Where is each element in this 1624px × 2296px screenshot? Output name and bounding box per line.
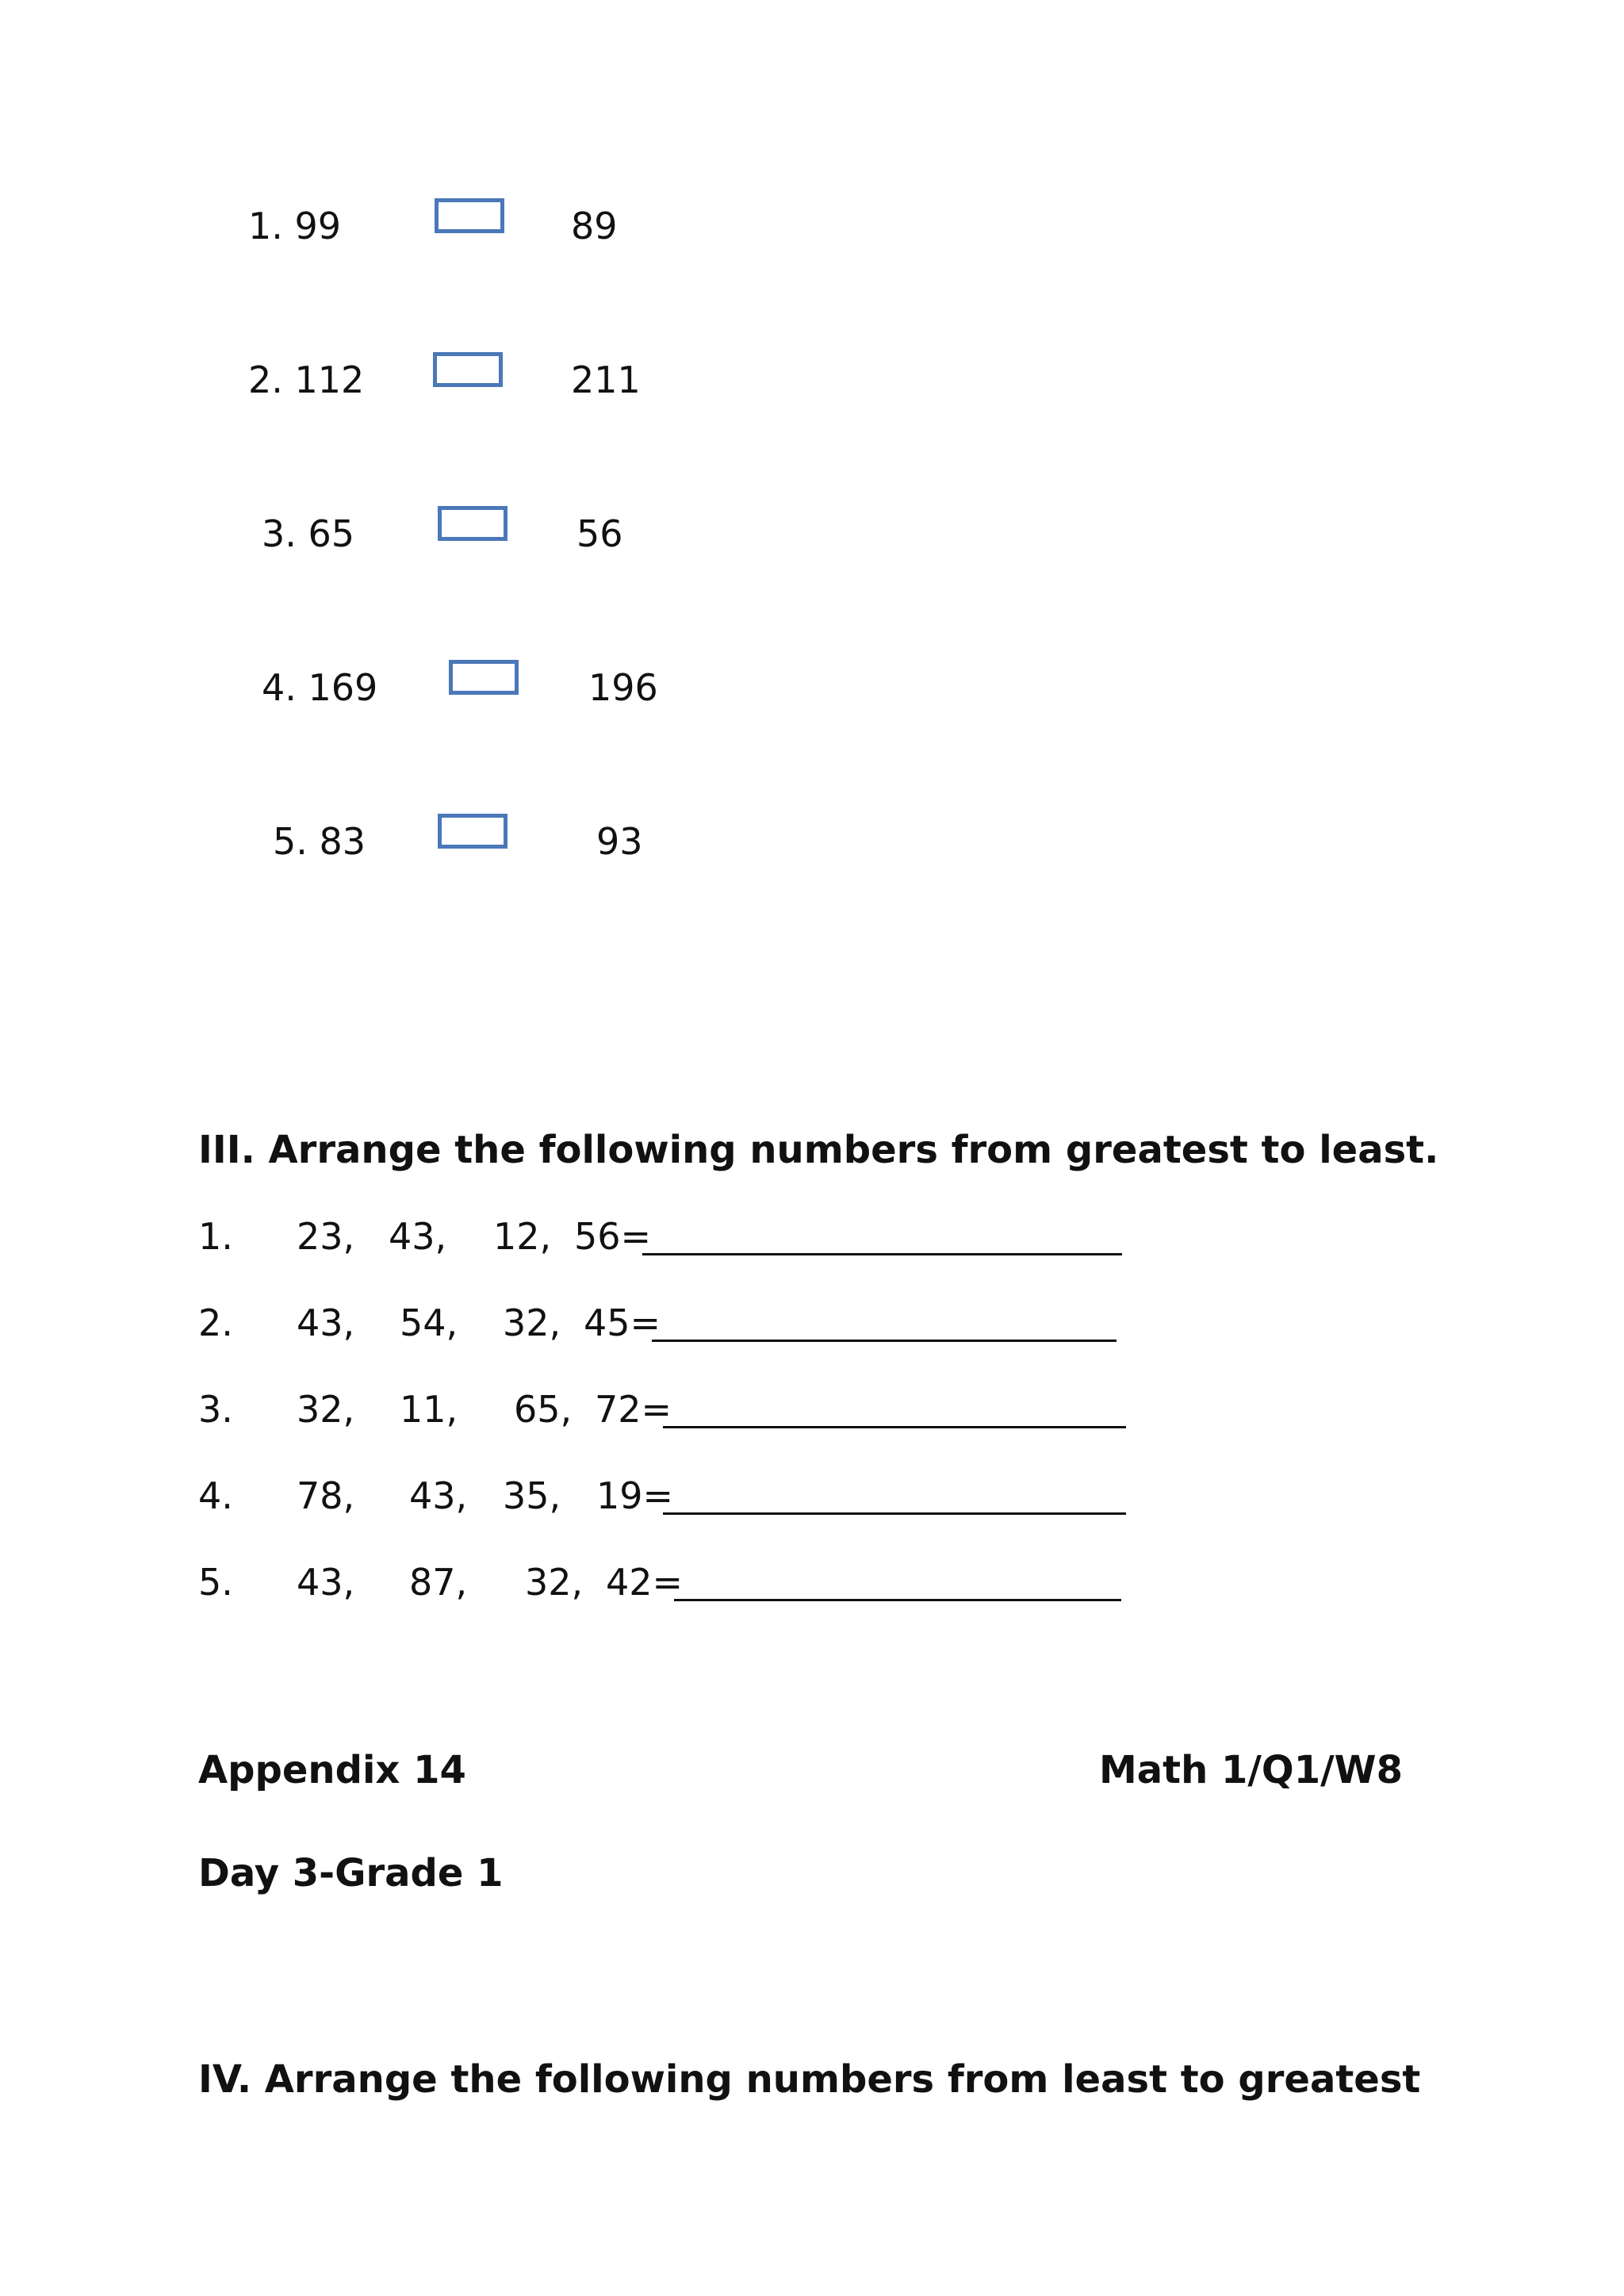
compare-item-5-right: 93 — [596, 820, 643, 863]
course-code: Math 1/Q1/W8 — [1099, 1748, 1403, 1792]
arrange-item-1-value-d: 56= — [574, 1215, 652, 1258]
arrange-item-2-value-d: 45= — [584, 1301, 661, 1344]
arrange-item-4-number: 4. — [198, 1474, 233, 1517]
answer-box-5[interactable] — [438, 814, 508, 849]
arrange-item-4-value-d: 19= — [596, 1474, 674, 1517]
arrange-item-2-number: 2. — [198, 1301, 233, 1344]
answer-box-4[interactable] — [449, 660, 519, 695]
answer-line-4[interactable] — [663, 1512, 1126, 1515]
compare-item-2-left: 2. 112 — [248, 358, 365, 401]
arrange-item-1-value-c: 12, — [493, 1215, 552, 1258]
arrange-item-3-value-b: 11, — [400, 1388, 458, 1431]
arrange-item-5-value-d: 42= — [606, 1561, 684, 1604]
arrange-item-4-value-a: 78, — [297, 1474, 355, 1517]
arrange-item-4-value-c: 35, — [503, 1474, 561, 1517]
answer-line-3[interactable] — [663, 1426, 1126, 1428]
compare-item-3-right: 56 — [576, 512, 623, 555]
answer-line-5[interactable] — [674, 1599, 1121, 1601]
arrange-item-2-value-a: 43, — [297, 1301, 355, 1344]
answer-line-1[interactable] — [642, 1253, 1122, 1255]
answer-box-3[interactable] — [438, 506, 508, 541]
arrange-item-3-value-c: 65, — [514, 1388, 573, 1431]
arrange-item-3-value-a: 32, — [297, 1388, 355, 1431]
compare-item-5-left: 5. 83 — [273, 820, 366, 863]
arrange-item-3-value-d: 72= — [595, 1388, 672, 1431]
arrange-item-5-value-a: 43, — [297, 1561, 355, 1604]
answer-line-2[interactable] — [652, 1340, 1116, 1342]
day-grade-label: Day 3-Grade 1 — [198, 1851, 504, 1895]
arrange-item-2-value-b: 54, — [400, 1301, 458, 1344]
compare-item-3-left: 3. 65 — [262, 512, 355, 555]
answer-box-2[interactable] — [433, 352, 503, 387]
arrange-item-5-value-b: 87, — [409, 1561, 468, 1604]
answer-box-1[interactable] — [435, 198, 504, 233]
compare-item-4-right: 196 — [588, 666, 658, 709]
arrange-item-2-value-c: 32, — [503, 1301, 561, 1344]
section-iv-title: IV. Arrange the following numbers from least to greatest — [198, 2057, 1421, 2102]
arrange-item-1-value-b: 43, — [389, 1215, 447, 1258]
arrange-item-3-number: 3. — [198, 1388, 233, 1431]
arrange-item-4-value-b: 43, — [409, 1474, 468, 1517]
arrange-item-1-value-a: 23, — [297, 1215, 355, 1258]
section-iii-title: III. Arrange the following numbers from greatest to least. — [198, 1128, 1439, 1172]
compare-item-2-right: 211 — [571, 358, 641, 401]
compare-item-1-left: 1. 99 — [248, 205, 342, 247]
arrange-item-5-number: 5. — [198, 1561, 233, 1604]
arrange-item-1-number: 1. — [198, 1215, 233, 1258]
arrange-item-5-value-c: 32, — [525, 1561, 584, 1604]
appendix-label: Appendix 14 — [198, 1748, 466, 1792]
compare-item-1-right: 89 — [571, 205, 618, 247]
compare-item-4-left: 4. 169 — [262, 666, 378, 709]
